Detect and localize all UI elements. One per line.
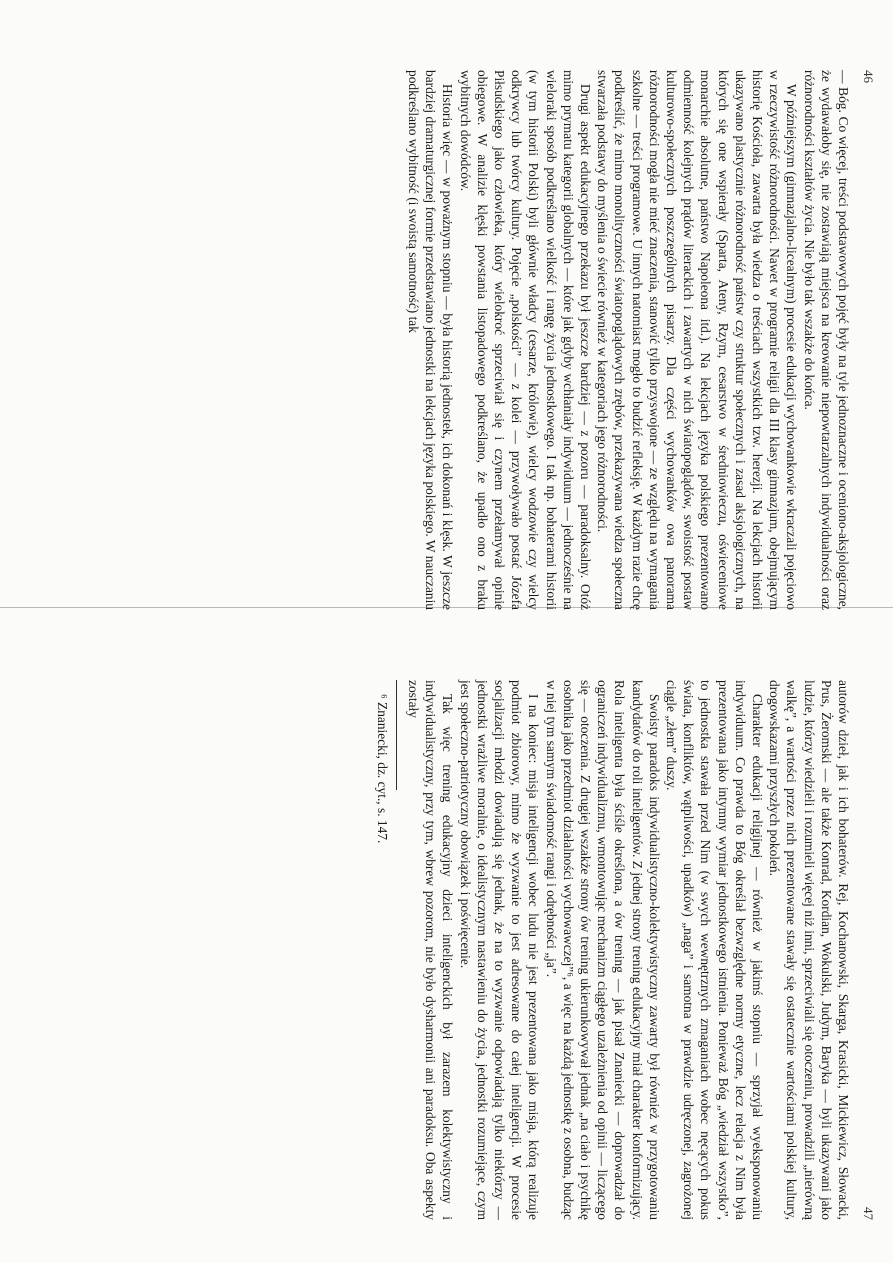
page-number: 47 xyxy=(861,1207,876,1220)
page-body xyxy=(374,680,852,1220)
page-body xyxy=(405,70,852,610)
right-page xyxy=(374,680,876,1220)
left-page xyxy=(132,70,876,610)
paragraph: W późniejszym (gimnazjalno-licealnym) procesie edukacji wychowankowie wkraczali pojęciowo w rzeczywistość różnorodności. Nawet w programie religii dla III klasy gimnazjum, obejmującym historię Kościoła, zawarta była wiedza o treściach wszystkich tzw. herezji. Na lekcjach historii ukazywano plastycznie różnorodność państw czy struktur społecznych i zasad aksjologicznych, na których się one wspierały (Sparta, Ateny, Rzym, cesarstwo w średniowieczu, oświeceniowe monarchie absolutne, państwo Napoleona itd.). Na lekcjach języka polskiego prezentowano odmienność kolejnych prądów literackich i zawartych w nich światopoglądów, swoistość postaw kulturowo-społecznych poszczególnych pisarzy. Dla części wychowanków owa panorama różnorodności mogła nie mieć znaczenia, stanowić tylko przyswojone — ze względu na wymagania szkolne — treści programowe. U innych natomiast mogło to budzić refleksję. W każdym razie chcę podkreślić, że mimo monolityczności światopoglądowych zrębów, przekazywana wiedza społeczna stwarzała podstawy do myślenia o świecie również w kategoriach jego różnorodności. xyxy=(595,70,800,610)
paragraph: Drugi aspekt edukacyjnego przekazu był jeszcze bardziej — z pozoru — paradoksalny. Otóż mimo prymatu kategorii globalnych — które jak gdyby wchłaniały indywiduum — jednocześnie na wieloraki sposób podkreślano wielkość i rangę życia jednostkowego. I tak np. bohaterami historii (w tym historii Polski) byli głównie władcy (cesarze, królowie), wielcy wodzowie czy wielcy odkrywcy lub twórcy kultury. Pojęcie „polskości” — z kolei — przywoływało postać Józefa Piłsudskiego jako człowieka, który wielokroć sprzeciwiał się i czynem przełamywał opinie obiegowe. W analizie klęski powstania listopadowego podkreślano, że upadło ono z braku wybitnych dowódców. xyxy=(457,70,593,610)
paragraph: Historia więc — w poważnym stopniu — była historią jednostek, ich dokonań i klęsk. W jeszcze bardziej dramaturgicznej formie przedstawiano jednostki na lekcjach języka polskiego. W nauczaniu podkreślano wybitność (i swoistą samotność) tak xyxy=(405,70,456,610)
paragraph: Swoisty paradoks indywidualistyczno-kolektywistyczny zawarty był również w przygotowaniu kandydatów do roli inteligentów. Z jednej strony trening edukacyjny miał charakter konformizujący. Rola inteligenta była ściśle określona, a ów trening — jak pisał Znaniecki — doprowadzał do ograniczeń indywidualizmu, wmontowując mechanizm ciągłego uzależnienia od opinii — liczącego się — otoczenia. Z drugiej wszakże strony ów trening ukierunkowywał jednak „na ciało i psychikę osobnika jako przedmiot działalności wychowawczej”⁶, a więc na każdą jednostkę z osobna, budząc w niej tym samym świadomość rangi i odrębności „ja”. xyxy=(543,680,662,1220)
footnote-rule xyxy=(396,680,397,790)
paragraph: Tak więc trening edukacyjny dzieci inteligenckich był zarazem kolektywistyczny i indywidualistyczny, przy tym, wbrew pozorom, nie było dysharmonii ani paradoksu. Oba aspekty zostały xyxy=(405,680,456,1220)
footnote: ⁶ Znaniecki, dz. cyt., s. 147. xyxy=(374,694,390,844)
page-number: 46 xyxy=(861,70,876,83)
paragraph: — Bóg. Co więcej, treści podstawowych pojęć były na tyle jednoznaczne i oceniono-aksjologiczne, że wydawałoby się, nie zostawiają miejsca na kreowanie niepowtarzalnych indywidualności oraz różnorodności kształtów życia. Nie było tak wszakże do końca. xyxy=(801,70,851,610)
paragraph: autorów dzieł, jak i ich bohaterów. Rej, Kochanowski, Skarga, Krasicki, Mickiewicz, Słowacki, Prus, Żeromski — ale także Konrad, Kordian, Wokulski, Judym, Baryka — byli ukazywani jako ludzie, którzy wiedzieli i rozumieli więcej niż inni, sprzeciwiali się otoczeniu, prowadzili „nierówną walkę”, a wartości przez nich prezentowane stawały się ostatecznie wartościami polskiej kultury, drogowskazami przyszłych pokoleń. xyxy=(767,680,851,1220)
paragraph: I na koniec: misja inteligencji wobec ludu nie jest prezentowana jako misja, którą realizuje podmiot zbiorowy, mimo że wyzwanie to jest adresowane do całej inteligencji. W procesie socjalizacji młodzi dowiadują się jednak, że na to wyzwanie odpowiadają tylko niektórzy — jednostki wrażliwe moralnie, o idealistycznym nastawieniu do życia, jednostki rozumiejące, czym jest społeczno-patriotyczny obowiązek i poświęcenie. xyxy=(457,680,542,1220)
paragraph: Charakter edukacji religijnej — również w jakimś stopniu — sprzyjał wyeksponowaniu indywiduum. Co prawda to Bóg określał bezwzględne normy etyczne, lecz relacja z Nim była prezentowana jako intymny wymiar jednostkowego istnienia. Ponieważ Bóg „wiedział wszystko”, to jednostka stawała przed Nim (w swych wewnętrznych zmaganiach wobec nęcących pokus świata, konfliktów, wątpliwości, upadków) „naga” i samotna w prawdzie udręczonej, zagrożonej ciągle „złem” duszy. xyxy=(663,680,765,1220)
